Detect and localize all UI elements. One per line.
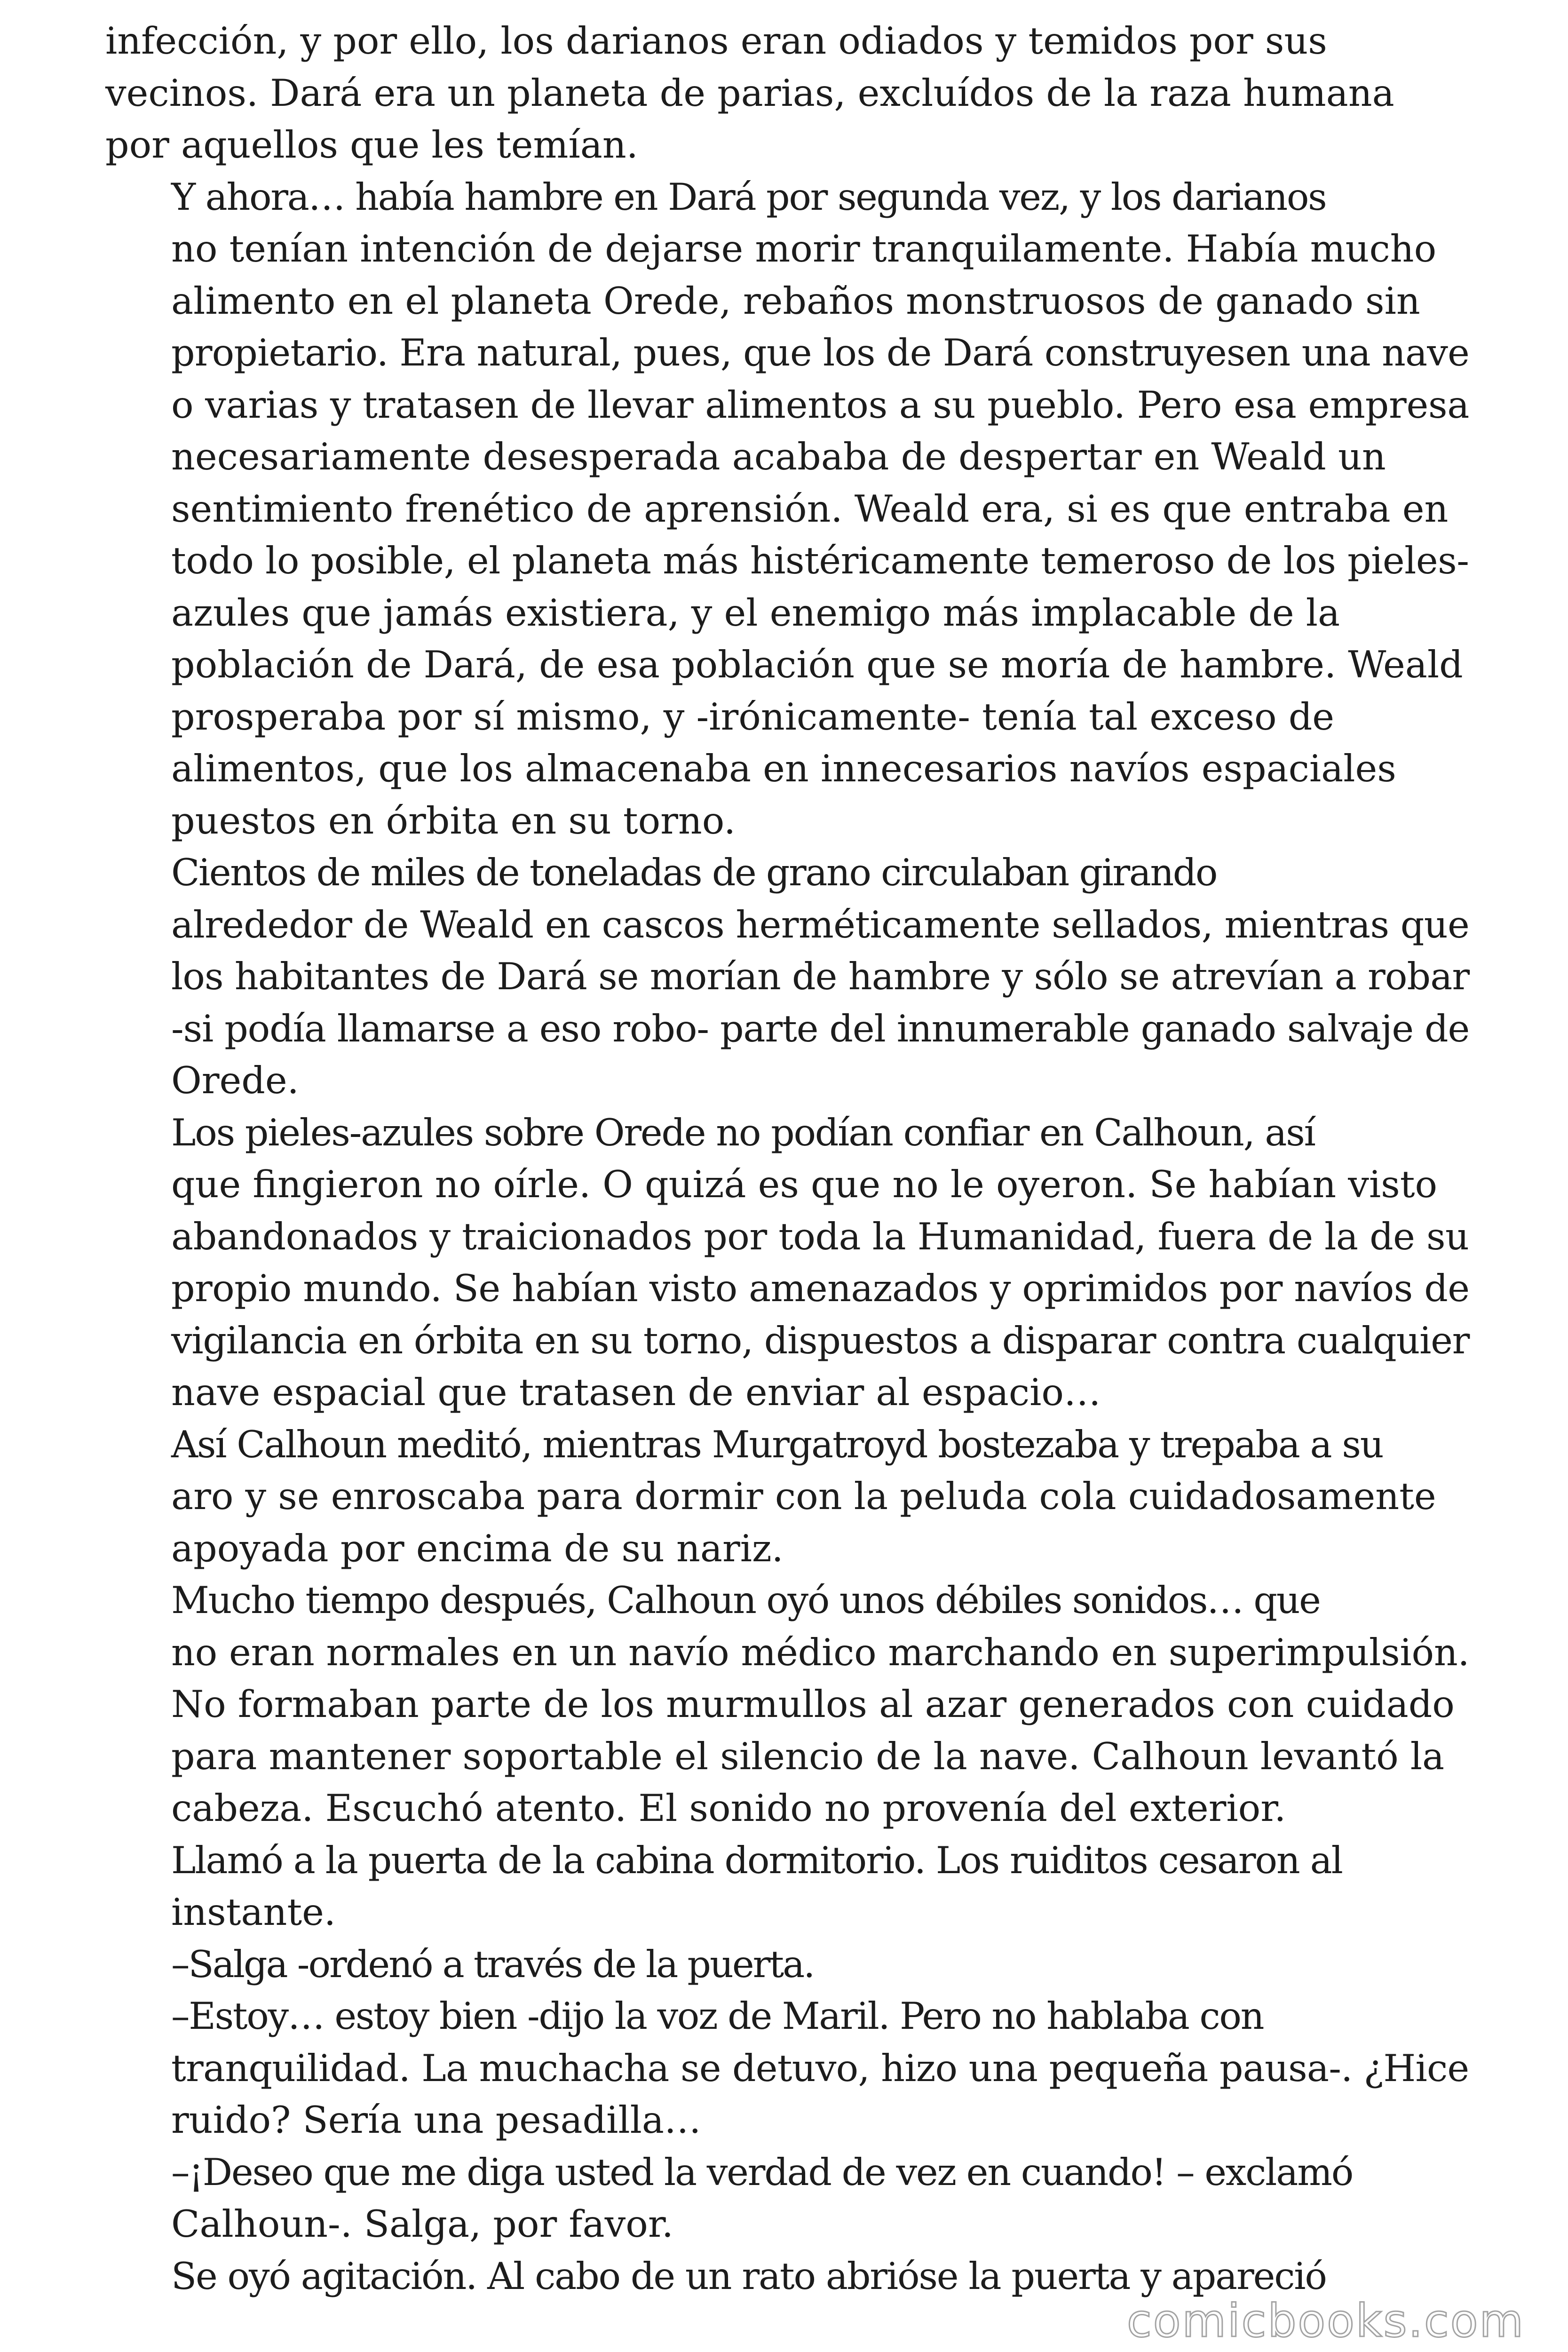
text-line: alimentos, que los almacenaba en innecesarios navíos espaciales <box>171 747 1396 790</box>
text-line: puestos en órbita en su torno. <box>171 799 736 842</box>
text-line: Orede. <box>171 1059 299 1102</box>
paragraph <box>105 2146 1469 2250</box>
text-line: -si podía llamarse a eso robo- parte del innumerable ganado salvaje de <box>171 1007 1470 1050</box>
text-line: propietario. Era natural, pues, que los de Dará construyesen una nave <box>171 331 1469 374</box>
text-line: alrededor de Weald en cascos herméticamente sellados, mientras que <box>171 903 1470 946</box>
text-line: sentimiento frenético de aprensión. Weald era, si es que entraba en <box>171 487 1449 531</box>
text-line: azules que jamás existiera, y el enemigo más implacable de la <box>171 591 1340 635</box>
paragraph <box>105 1990 1469 2146</box>
text-line: Cientos de miles de toneladas de grano circulaban girando <box>171 851 1217 894</box>
text-line: –¡Deseo que me diga usted la verdad de vez en cuando! – exclamó <box>171 2150 1353 2194</box>
text-line: –Salga -ordenó a través de la puerta. <box>171 1942 814 1986</box>
text-line: no eran normales en un navío médico marchando en superimpulsión. <box>171 1630 1470 1674</box>
text-line: abandonados y traicionados por toda la Humanidad, fuera de la de su <box>171 1215 1469 1258</box>
text-line: ruido? Sería una pesadilla… <box>171 2098 702 2142</box>
paragraph <box>105 15 1469 171</box>
text-line: necesariamente desesperada acababa de despertar en Weald un <box>171 435 1386 478</box>
text-line: Y ahora… había hambre en Dará por segunda vez, y los darianos <box>171 175 1326 219</box>
text-line: todo lo posible, el planeta más histéricamente temeroso de los pieles- <box>171 539 1469 582</box>
text-line: aro y se enroscaba para dormir con la peluda cola cuidadosamente <box>171 1475 1436 1518</box>
watermark-logo: comicbooks.com <box>1126 2295 1525 2347</box>
paragraph <box>105 1574 1469 1835</box>
text-line: Se oyó agitación. Al cabo de un rato abrióse la puerta y apareció <box>171 2254 1326 2298</box>
text-line: por aquellos que les temían. <box>105 123 638 167</box>
document-page <box>105 15 1469 2302</box>
paragraph <box>105 1939 1469 1991</box>
text-line: vigilancia en órbita en su torno, dispuestos a disparar contra cualquier <box>171 1319 1470 1362</box>
text-line: Mucho tiempo después, Calhoun oyó unos débiles sonidos… que <box>171 1579 1320 1622</box>
text-line: nave espacial que tratasen de enviar al espacio… <box>171 1371 1101 1414</box>
text-line: instante. <box>171 1891 336 1934</box>
text-line: propio mundo. Se habían visto amenazados y oprimidos por navíos de <box>171 1267 1470 1310</box>
text-line: infección, y por ello, los darianos eran odiados y temidos por sus <box>105 19 1327 63</box>
text-line: Llamó a la puerta de la cabina dormitorio. Los ruiditos cesaron al <box>171 1838 1342 1882</box>
text-line: vecinos. Dará era un planeta de parias, excluídos de la raza humana <box>105 71 1394 115</box>
text-line: Los pieles-azules sobre Orede no podían confiar en Calhoun, así <box>171 1111 1315 1154</box>
text-line: Calhoun-. Salga, por favor. <box>171 2202 674 2246</box>
text-line: cabeza. Escuchó atento. El sonido no provenía del exterior. <box>171 1787 1286 1830</box>
text-line: para mantener soportable el silencio de la nave. Calhoun levantó la <box>171 1734 1445 1778</box>
text-line: alimento en el planeta Orede, rebaños monstruosos de ganado sin <box>171 279 1420 323</box>
text-line: los habitantes de Dará se morían de hambre y sólo se atrevían a robar <box>171 955 1470 998</box>
paragraph <box>105 1419 1469 1575</box>
text-line: que fingieron no oírle. O quizá es que no le oyeron. Se habían visto <box>171 1163 1438 1206</box>
paragraph <box>105 847 1469 1107</box>
text-line: prosperaba por sí mismo, y -irónicamente- tenía tal exceso de <box>171 695 1335 739</box>
paragraph <box>105 1835 1469 1939</box>
text-line: no tenían intención de dejarse morir tranquilamente. Había mucho <box>171 227 1437 270</box>
text-line: tranquilidad. La muchacha se detuvo, hizo una pequeña pausa-. ¿Hice <box>171 2046 1469 2090</box>
text-line: –Estoy… estoy bien -dijo la voz de Maril. Pero no hablaba con <box>171 1994 1264 2038</box>
text-line: población de Dará, de esa población que se moría de hambre. Weald <box>171 643 1463 686</box>
text-line: Así Calhoun meditó, mientras Murgatroyd bostezaba y trepaba a su <box>171 1422 1383 1466</box>
text-line: apoyada por encima de su nariz. <box>171 1526 784 1570</box>
paragraph <box>105 171 1469 847</box>
text-line: No formaban parte de los murmullos al azar generados con cuidado <box>171 1683 1455 1726</box>
text-line: o varias y tratasen de llevar alimentos a su pueblo. Pero esa empresa <box>171 383 1470 427</box>
paragraph <box>105 1107 1469 1419</box>
